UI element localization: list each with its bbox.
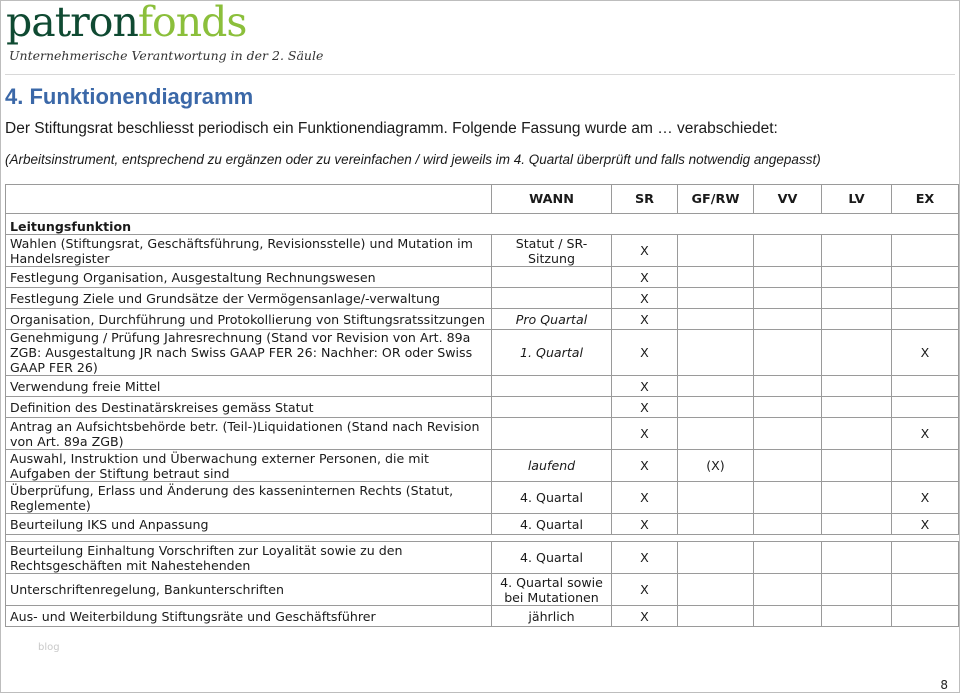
row-wann [492,418,612,450]
row-vv [754,482,822,514]
row-wann: 1. Quartal [492,330,612,376]
row-sr: X [612,542,678,574]
row-wann: 4. Quartal [492,482,612,514]
row-wann [492,267,612,288]
row-vv [754,397,822,418]
row-gf-rw [678,606,754,627]
row-vv [754,376,822,397]
row-gf-rw: (X) [678,450,754,482]
row-wann: 4. Quartal [492,542,612,574]
row-gf-rw [678,376,754,397]
row-gf-rw [678,514,754,535]
row-ex [892,376,959,397]
row-vv [754,514,822,535]
row-lv [822,418,892,450]
table-row [6,514,959,535]
row-ex: X [892,482,959,514]
row-gf-rw [678,418,754,450]
row-sr: X [612,514,678,535]
row-wann: 4. Quartal sowie bei Mutationen [492,574,612,606]
row-lv [822,397,892,418]
row-ex: X [892,514,959,535]
row-task: Antrag an Aufsichtsbehörde betr. (Teil-)Liquidationen (Stand nach Revision von Art. 89a ZGB) [6,418,492,450]
row-ex [892,397,959,418]
patronfonds-logo [6,0,323,63]
spacer-cell [6,535,959,542]
row-gf-rw [678,309,754,330]
row-ex: X [892,330,959,376]
table-row [6,542,959,574]
row-vv [754,606,822,627]
row-ex [892,267,959,288]
row-sr: X [612,418,678,450]
logo-wordmark [6,0,323,44]
row-lv [822,606,892,627]
header-divider [5,74,955,75]
row-task: Verwendung freie Mittel [6,376,492,397]
col-header-vv: VV [754,185,822,214]
col-header-gf-rw: GF/RW [678,185,754,214]
section-row [6,214,959,235]
note-text: (Arbeitsinstrument, entsprechend zu ergänzen oder zu vereinfachen / wird jeweils im 4. Quartal überprüft und falls notwendig angepasst) [5,152,821,167]
table-row [6,288,959,309]
logo-tagline: Unternehmerische Verantwortung in der 2. Säule [9,48,324,63]
row-sr: X [612,309,678,330]
row-sr: X [612,267,678,288]
table-row [6,235,959,267]
section-label: Leitungsfunktion [6,214,959,235]
row-sr: X [612,482,678,514]
row-task: Beurteilung IKS und Anpassung [6,514,492,535]
row-ex [892,542,959,574]
row-vv [754,288,822,309]
row-vv [754,450,822,482]
page-number: 8 [940,678,948,692]
row-ex [892,288,959,309]
col-header-sr: SR [612,185,678,214]
row-vv [754,309,822,330]
row-sr: X [612,606,678,627]
table-row [6,397,959,418]
row-sr: X [612,288,678,309]
row-ex [892,450,959,482]
col-header-ex: EX [892,185,959,214]
row-task: Unterschriftenregelung, Bankunterschriften [6,574,492,606]
row-wann: 4. Quartal [492,514,612,535]
row-sr: X [612,330,678,376]
row-task: Festlegung Organisation, Ausgestaltung Rechnungswesen [6,267,492,288]
row-wann [492,288,612,309]
row-task: Festlegung Ziele und Grundsätze der Vermögensanlage/-verwaltung [6,288,492,309]
row-ex [892,235,959,267]
function-diagram-table [5,184,959,627]
row-task: Wahlen (Stiftungsrat, Geschäftsführung, Revisionsstelle) und Mutation im Handelsregister [6,235,492,267]
row-gf-rw [678,267,754,288]
logo-word-part2: fonds [137,0,247,46]
row-lv [822,267,892,288]
row-vv [754,330,822,376]
row-wann [492,397,612,418]
row-ex [892,606,959,627]
row-task: Überprüfung, Erlass und Änderung des kasseninternen Rechts (Statut, Reglemente) [6,482,492,514]
row-vv [754,235,822,267]
row-vv [754,574,822,606]
row-ex [892,574,959,606]
logo-word-part1: patron [6,0,138,46]
row-lv [822,330,892,376]
row-gf-rw [678,330,754,376]
row-wann: laufend [492,450,612,482]
table-row [6,574,959,606]
row-lv [822,309,892,330]
row-gf-rw [678,235,754,267]
row-task: Auswahl, Instruktion und Überwachung externer Personen, die mit Aufgaben der Stiftung betraut sind [6,450,492,482]
watermark-text: blog [38,642,60,653]
row-vv [754,418,822,450]
row-ex [892,309,959,330]
row-gf-rw [678,574,754,606]
header-blank-cell [6,185,492,214]
row-lv [822,235,892,267]
row-lv [822,542,892,574]
row-gf-rw [678,482,754,514]
table-row [6,376,959,397]
table-header-row [6,185,959,214]
row-lv [822,450,892,482]
row-ex: X [892,418,959,450]
row-vv [754,542,822,574]
row-sr: X [612,235,678,267]
row-gf-rw [678,542,754,574]
table-row [6,418,959,450]
section-heading: 4. Funktionendiagramm [5,84,254,109]
row-task: Organisation, Durchführung und Protokollierung von Stiftungsratssitzungen [6,309,492,330]
row-task: Genehmigung / Prüfung Jahresrechnung (Stand vor Revision von Art. 89a ZGB: Ausgestaltung JR nach Swiss GAAP FER 26: Nachher: OR oder Swiss GAAP FER 26) [6,330,492,376]
table-row [6,482,959,514]
row-lv [822,574,892,606]
row-vv [754,267,822,288]
row-task: Definition des Destinatärskreises gemäss Statut [6,397,492,418]
table-row [6,450,959,482]
spacer-row [6,535,959,542]
row-sr: X [612,450,678,482]
table-row [6,330,959,376]
table-row [6,267,959,288]
intro-text: Der Stiftungsrat beschliesst periodisch ein Funktionendiagramm. Folgende Fassung wurde am … verabschiedet: [5,120,778,137]
row-task: Beurteilung Einhaltung Vorschriften zur Loyalität sowie zu den Rechtsgeschäften mit Nahestehenden [6,542,492,574]
row-wann: Statut / SR-Sitzung [492,235,612,267]
row-lv [822,288,892,309]
table-row [6,606,959,627]
col-header-lv: LV [822,185,892,214]
row-gf-rw [678,288,754,309]
row-lv [822,376,892,397]
row-sr: X [612,574,678,606]
row-sr: X [612,376,678,397]
row-lv [822,514,892,535]
row-wann: Pro Quartal [492,309,612,330]
row-lv [822,482,892,514]
row-sr: X [612,397,678,418]
col-header-wann: WANN [492,185,612,214]
table-row [6,309,959,330]
row-gf-rw [678,397,754,418]
row-wann [492,376,612,397]
row-task: Aus- und Weiterbildung Stiftungsräte und Geschäftsführer [6,606,492,627]
row-wann: jährlich [492,606,612,627]
